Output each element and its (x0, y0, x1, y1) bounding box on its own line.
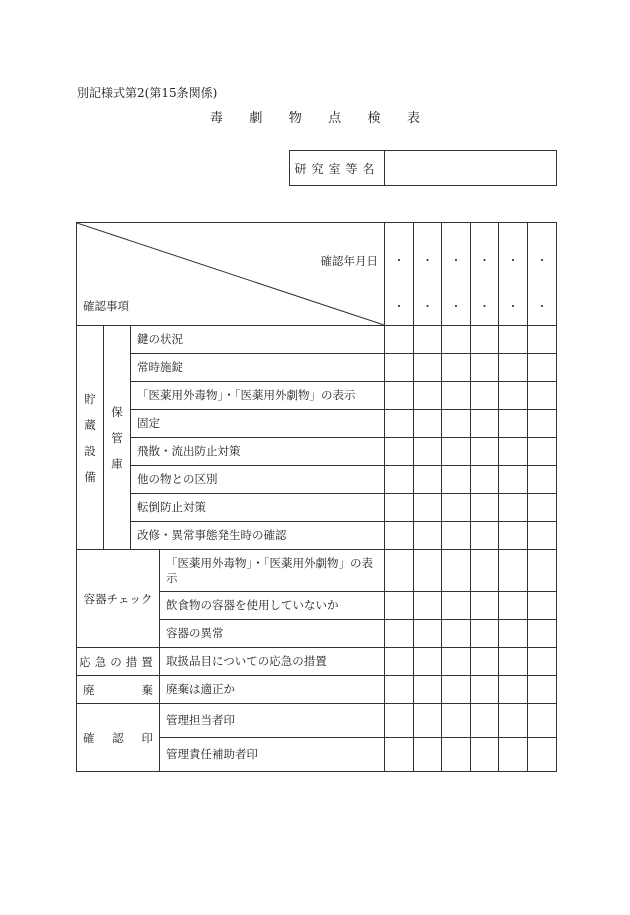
check-cell[interactable] (385, 494, 414, 522)
seal-cell[interactable] (385, 704, 414, 738)
title-char: 表 (406, 111, 420, 126)
check-cell[interactable] (528, 354, 557, 382)
check-cell[interactable] (385, 382, 414, 410)
check-cell[interactable] (471, 522, 499, 550)
check-cell[interactable] (442, 676, 471, 704)
check-cell[interactable] (442, 494, 471, 522)
title-char: 物 (288, 111, 302, 126)
seal-cell[interactable] (442, 704, 471, 738)
check-cell[interactable] (414, 522, 442, 550)
check-cell[interactable] (528, 326, 557, 354)
item-header-label: 確認事項 (83, 299, 129, 313)
check-cell[interactable] (414, 494, 442, 522)
check-cell[interactable] (442, 648, 471, 676)
check-cell[interactable] (442, 354, 471, 382)
check-cell[interactable] (442, 550, 471, 592)
seal-cell[interactable] (471, 704, 499, 738)
check-cell[interactable] (528, 676, 557, 704)
date-cell[interactable]: ・ ・ (442, 223, 471, 326)
check-cell[interactable] (414, 410, 442, 438)
check-item: 鍵の状況 (131, 326, 385, 354)
check-cell[interactable] (414, 550, 442, 592)
check-cell[interactable] (499, 326, 528, 354)
seal-cell[interactable] (528, 704, 557, 738)
check-cell[interactable] (414, 438, 442, 466)
check-cell[interactable] (499, 382, 528, 410)
check-cell[interactable] (442, 592, 471, 620)
check-cell[interactable] (442, 410, 471, 438)
seal-cell[interactable] (499, 738, 528, 772)
check-item: 固定 (131, 410, 385, 438)
check-cell[interactable] (499, 620, 528, 648)
check-cell[interactable] (442, 382, 471, 410)
check-cell[interactable] (471, 676, 499, 704)
title-char: 検 (367, 111, 381, 126)
check-cell[interactable] (499, 592, 528, 620)
check-cell[interactable] (471, 410, 499, 438)
check-cell[interactable] (499, 354, 528, 382)
form-id: 別記様式第2(第15条関係) (77, 86, 218, 100)
check-cell[interactable] (499, 676, 528, 704)
check-cell[interactable] (442, 620, 471, 648)
check-cell[interactable] (471, 466, 499, 494)
seal-cell[interactable] (528, 738, 557, 772)
check-cell[interactable] (499, 466, 528, 494)
check-cell[interactable] (471, 648, 499, 676)
check-cell[interactable] (385, 438, 414, 466)
check-cell[interactable] (385, 648, 414, 676)
disposal-label: 廃 棄 (77, 676, 160, 704)
emergency-label: 応急の措置 (77, 648, 160, 676)
check-cell[interactable] (442, 326, 471, 354)
check-cell[interactable] (385, 354, 414, 382)
check-cell[interactable] (499, 410, 528, 438)
check-cell[interactable] (471, 382, 499, 410)
check-cell[interactable] (471, 620, 499, 648)
seal-cell[interactable] (414, 738, 442, 772)
check-item: 「医薬用外毒物」・「医薬用外劇物」の表示 (131, 382, 385, 410)
check-cell[interactable] (528, 550, 557, 592)
check-cell[interactable] (528, 466, 557, 494)
check-cell[interactable] (471, 438, 499, 466)
check-cell[interactable] (528, 522, 557, 550)
storage-facility-label: 貯 蔵 設 備 (77, 326, 104, 550)
check-item: 飛散・流出防止対策 (131, 438, 385, 466)
check-cell[interactable] (471, 326, 499, 354)
check-item: 廃棄は適正か (160, 676, 385, 704)
check-cell[interactable] (385, 550, 414, 592)
lab-name-label: 研究室等名 (290, 151, 385, 185)
check-cell[interactable] (528, 410, 557, 438)
check-cell[interactable] (385, 326, 414, 354)
title-char: 点 (328, 111, 342, 126)
check-cell[interactable] (385, 410, 414, 438)
check-cell[interactable] (442, 522, 471, 550)
date-cell[interactable]: ・ ・ (528, 223, 557, 326)
check-cell[interactable] (528, 620, 557, 648)
date-cell[interactable]: ・ ・ (414, 223, 442, 326)
check-item: 常時施錠 (131, 354, 385, 382)
check-cell[interactable] (385, 676, 414, 704)
check-cell[interactable] (385, 466, 414, 494)
check-cell[interactable] (471, 592, 499, 620)
check-cell[interactable] (414, 354, 442, 382)
check-cell[interactable] (385, 592, 414, 620)
date-cell[interactable]: ・ ・ (499, 223, 528, 326)
check-cell[interactable] (499, 550, 528, 592)
seal-cell[interactable] (499, 704, 528, 738)
check-cell[interactable] (442, 466, 471, 494)
check-cell[interactable] (414, 676, 442, 704)
date-header-label: 確認年月日 (320, 254, 378, 268)
check-item: 改修・異常事態発生時の確認 (131, 522, 385, 550)
check-cell[interactable] (414, 592, 442, 620)
check-cell[interactable] (499, 522, 528, 550)
seal-cell[interactable] (442, 738, 471, 772)
check-cell[interactable] (528, 592, 557, 620)
date-cell[interactable]: ・ ・ (471, 223, 499, 326)
check-cell[interactable] (528, 438, 557, 466)
check-cell[interactable] (385, 620, 414, 648)
check-cell[interactable] (528, 648, 557, 676)
check-cell[interactable] (414, 382, 442, 410)
check-cell[interactable] (414, 466, 442, 494)
check-cell[interactable] (471, 354, 499, 382)
date-cell[interactable]: ・ ・ (385, 223, 414, 326)
check-cell[interactable] (414, 620, 442, 648)
title-char: 劇 (249, 111, 263, 126)
inspection-table (76, 222, 557, 772)
check-cell[interactable] (442, 438, 471, 466)
title-char: 毒 (210, 111, 224, 126)
check-cell[interactable] (471, 550, 499, 592)
check-cell[interactable] (499, 648, 528, 676)
check-item: 他の物との区別 (131, 466, 385, 494)
seal-cell[interactable] (471, 738, 499, 772)
lab-name-box (289, 150, 557, 186)
container-check-label: 容器チェック (77, 550, 160, 648)
check-cell[interactable] (528, 494, 557, 522)
lab-name-field[interactable] (385, 151, 556, 185)
check-cell[interactable] (414, 326, 442, 354)
check-cell[interactable] (528, 382, 557, 410)
check-cell[interactable] (499, 494, 528, 522)
storage-cabinet-label: 保 管 庫 (104, 326, 131, 550)
check-item: 管理責任補助者印 (160, 738, 385, 772)
check-cell[interactable] (385, 522, 414, 550)
seal-cell[interactable] (414, 704, 442, 738)
seal-cell[interactable] (385, 738, 414, 772)
header-diagonal-cell (77, 223, 385, 326)
check-item: 管理担当者印 (160, 704, 385, 738)
check-item: 取扱品目についての応急の措置 (160, 648, 385, 676)
document-title (210, 107, 420, 126)
check-item: 「医薬用外毒物」・「医薬用外劇物」の表示 (160, 550, 385, 592)
check-item: 容器の異常 (160, 620, 385, 648)
check-item: 転倒防止対策 (131, 494, 385, 522)
confirmation-seal-label: 確 認 印 (77, 704, 160, 772)
check-cell[interactable] (499, 438, 528, 466)
check-item: 飲食物の容器を使用していないか (160, 592, 385, 620)
check-cell[interactable] (414, 648, 442, 676)
check-cell[interactable] (471, 494, 499, 522)
